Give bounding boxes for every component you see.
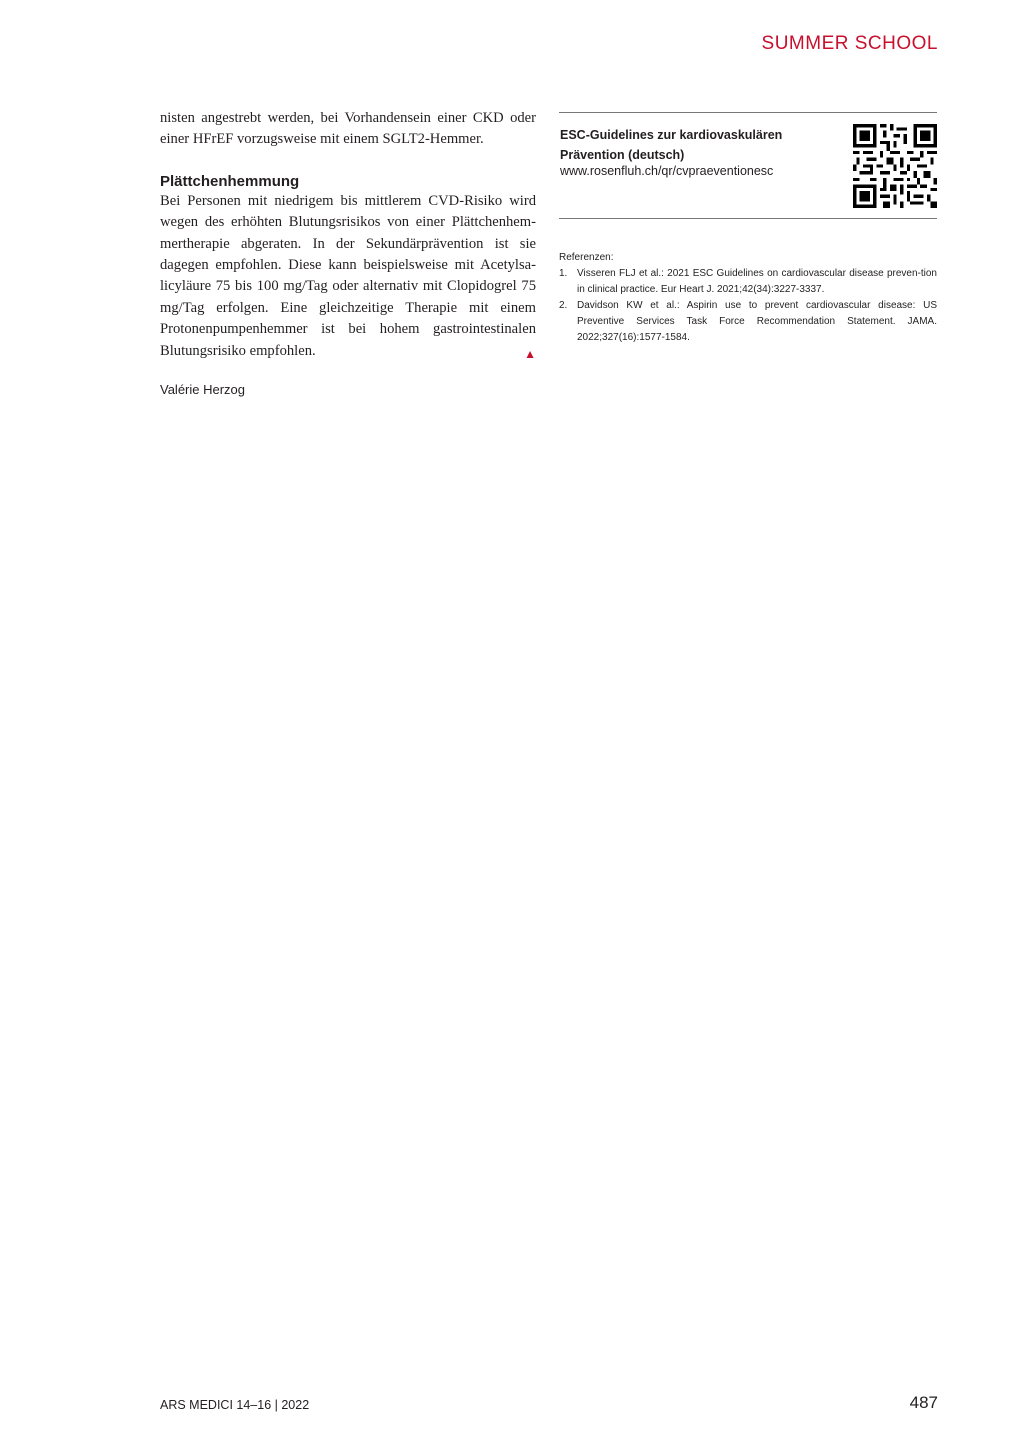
references-heading: Referenzen: (559, 252, 614, 263)
footer-journal: ARS MEDICI 14–16 | 2022 (160, 1398, 310, 1412)
info-box (559, 112, 937, 219)
paragraph-continued: nisten angestrebt werden, bei Vorhandensein einer CKD oder einer HFrEF vorzugsweise mit einem SGLT2-Hemmer. (160, 110, 536, 148)
paragraph-main-text: Bei Personen mit niedrigem bis mittlerem CVD-Risiko wird wegen des erhöhten Blutungsrisikos von einer Plättchenhem-mertherapie abgeraten. In der Sekundärprävention ist sie dagegen empfohlen. Diese kann beispielsweise mit Acetylsa-licyläure 75 bis 100 mg/Tag oder alternativ mit Clopidogrel 75 mg/Tag erfolgen. Eine gleichzeitige Therapie mit einem Protonenpumpenhemmer ist bei hohem gastrointestinalen Blutungsrisiko empfohlen. (160, 192, 536, 359)
references (559, 250, 937, 346)
end-mark-icon: ▲ (524, 346, 536, 361)
reference-number: 2. (559, 300, 568, 311)
article-column (160, 108, 536, 397)
author-name: Valérie Herzog (160, 382, 246, 398)
page-number: 487 (909, 1393, 938, 1412)
reference-item (559, 298, 937, 346)
section-heading: Plättchenhemmung (160, 172, 300, 190)
reference-item (559, 266, 937, 298)
section-title: SUMMER SCHOOL (761, 33, 938, 54)
sidebar-column (559, 112, 937, 346)
info-box-title: ESC-Guidelines zur kardiovaskulären Prävention (deutsch) (560, 128, 783, 162)
reference-text: Visseren FLJ et al.: 2021 ESC Guidelines on cardiovascular disease preven-tion in clinical practice. Eur Heart J. 2021;42(34):3227-3337. (577, 268, 937, 295)
qr-code-icon[interactable] (853, 124, 937, 208)
paragraph-main (160, 191, 536, 362)
reference-number: 1. (559, 268, 568, 279)
info-box-link[interactable]: www.rosenfluh.ch/qr/cvpraeventionesc (560, 164, 774, 178)
reference-text: Davidson KW et al.: Aspirin use to prevent cardiovascular disease: US Preventive Services Task Force Recommendation Statement. JAMA. 2022;327(16):1577-1584. (577, 300, 937, 343)
